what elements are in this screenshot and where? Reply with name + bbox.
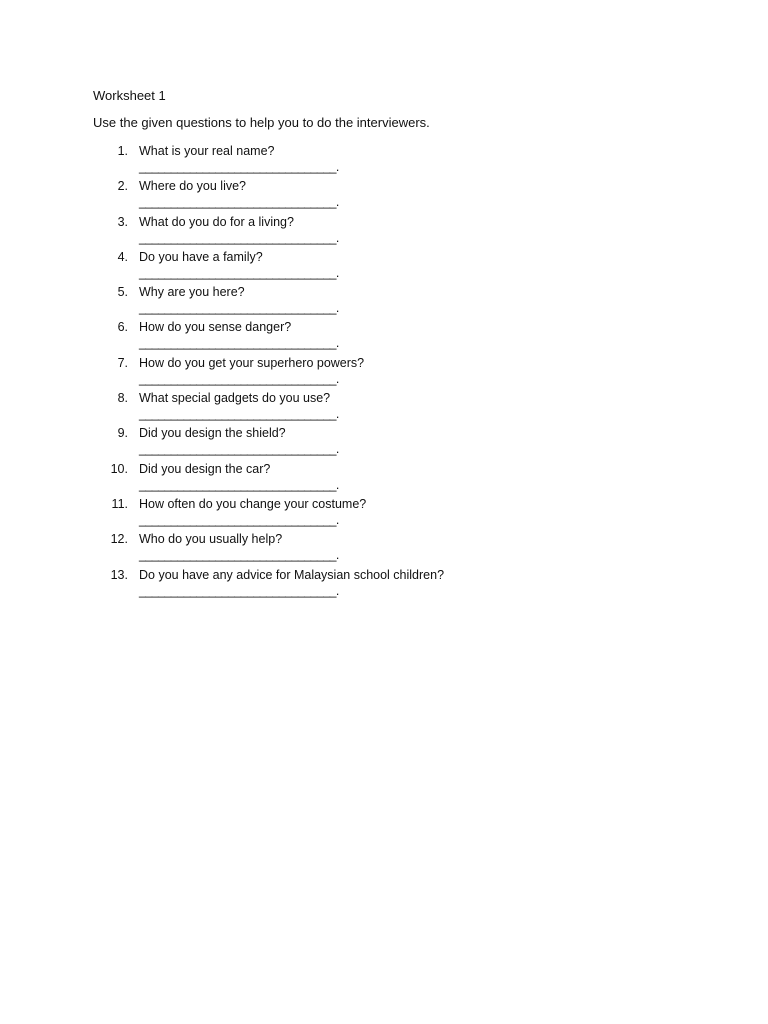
question-number: 12. (110, 532, 128, 547)
question-number: 10. (110, 461, 128, 476)
answer-line: _______________________________. (139, 583, 339, 598)
question-list (0, 143, 768, 602)
question-text: Who do you usually help? (139, 532, 283, 547)
answer-line: _______________________________. (139, 230, 339, 245)
answer-line: _______________________________. (139, 195, 339, 210)
worksheet-instruction: Use the given questions to help you to do the interviewers. (93, 115, 430, 130)
question-item (0, 178, 768, 213)
question-number: 3. (117, 214, 128, 229)
question-text: Did you design the shield? (139, 426, 286, 441)
answer-line: _______________________________. (139, 301, 339, 316)
question-text: Do you have a family? (139, 249, 263, 264)
question-number: 2. (117, 179, 128, 194)
answer-line: _______________________________. (139, 512, 339, 527)
worksheet-title: Worksheet 1 (93, 88, 166, 103)
question-number: 8. (117, 391, 128, 406)
question-number: 11. (111, 496, 128, 511)
question-item (0, 284, 768, 319)
answer-line: _______________________________. (139, 407, 339, 422)
question-text: Did you design the car? (139, 461, 271, 476)
question-item (0, 319, 768, 354)
answer-line: _______________________________. (139, 477, 339, 492)
question-text: Do you have any advice for Malaysian school children? (139, 567, 445, 582)
question-item (0, 390, 768, 425)
question-text: How often do you change your costume? (139, 496, 367, 511)
answer-line: _______________________________. (139, 160, 339, 174)
question-number: 13. (110, 567, 128, 582)
question-number: 1. (117, 144, 128, 158)
answer-line: _______________________________. (139, 442, 339, 457)
question-text: Why are you here? (139, 285, 245, 300)
answer-line: _______________________________. (139, 548, 339, 563)
question-text: What do you do for a living? (139, 214, 294, 229)
answer-line: _______________________________. (139, 265, 339, 280)
question-item (0, 355, 768, 390)
question-item (0, 425, 768, 460)
question-number: 4. (117, 249, 128, 264)
question-text: How do you get your superhero powers? (139, 355, 365, 370)
question-number: 6. (117, 320, 128, 335)
question-item (0, 496, 768, 531)
answer-line: _______________________________. (139, 371, 339, 386)
question-item (0, 249, 768, 284)
question-text: What is your real name? (139, 144, 275, 158)
question-item (0, 214, 768, 249)
question-text: Where do you live? (139, 179, 247, 194)
question-text: How do you sense danger? (139, 320, 292, 335)
question-item (0, 461, 768, 496)
question-number: 9. (117, 426, 128, 441)
question-number: 5. (117, 285, 128, 300)
question-item (0, 531, 768, 566)
question-number: 7. (117, 355, 128, 370)
answer-line: _______________________________. (139, 336, 339, 351)
question-text: What special gadgets do you use? (139, 391, 331, 406)
question-item (0, 567, 768, 602)
question-item (0, 143, 768, 178)
